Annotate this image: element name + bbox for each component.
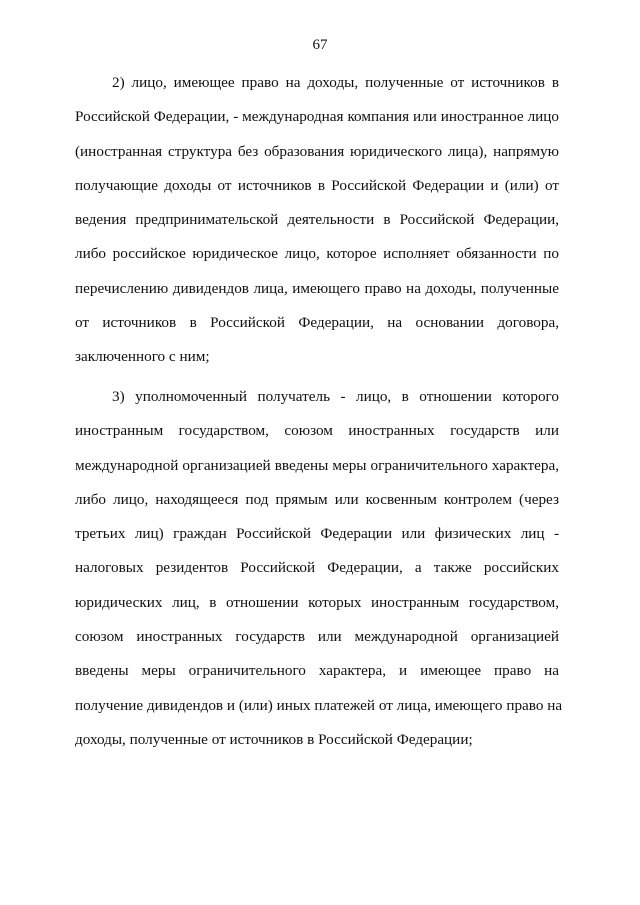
text-line: юридических лиц, в отношении которых иностранным государством, — [75, 593, 559, 611]
text-line: получение дивидендов и (или) иных платежей от лица, имеющего право на — [75, 696, 563, 714]
text-line: международной организацией введены меры ограничительного характера, — [75, 456, 559, 474]
text-line: Российской Федерации, - международная компания или иностранное лицо — [75, 108, 559, 126]
text-line: 2) лицо, имеющее право на доходы, полученные от источников в — [112, 74, 559, 91]
text-line: союзом иностранных государств или международной организацией — [75, 628, 559, 646]
text-line: перечислению дивидендов лица, имеющего право на доходы, полученные — [75, 279, 559, 297]
text-line: либо лицо, находящееся под прямым или косвенным контролем (через — [75, 490, 559, 508]
text-line: третьих лиц) граждан Российской Федерации или физических лиц - — [75, 525, 559, 543]
text-line: получающие доходы от источников в Российской Федерации и (или) от — [75, 176, 559, 194]
text-line: либо российское юридическое лицо, которое исполняет обязанности по — [75, 245, 559, 263]
text-line: от источников в Российской Федерации, на основании договора, — [75, 314, 559, 332]
text-line: доходы, полученные от источников в Российской Федерации; — [75, 730, 473, 748]
paragraph-item-3 — [75, 380, 563, 757]
page-number: 67 — [312, 37, 328, 53]
text-line: ведения предпринимательской деятельности в Российской Федерации, — [75, 211, 559, 229]
text-line: (иностранная структура без образования юридического лица), напрямую — [75, 142, 559, 160]
paragraph-item-2 — [75, 66, 559, 375]
text-line: налоговых резидентов Российской Федерации, а также российских — [75, 559, 559, 577]
text-line: иностранным государством, союзом иностранных государств или — [75, 422, 559, 440]
text-line: заключенного с ним; — [75, 348, 210, 366]
text-line: 3) уполномоченный получатель - лицо, в отношении которого — [112, 388, 559, 405]
text-line: введены меры ограничительного характера, и имеющее право на — [75, 662, 559, 680]
